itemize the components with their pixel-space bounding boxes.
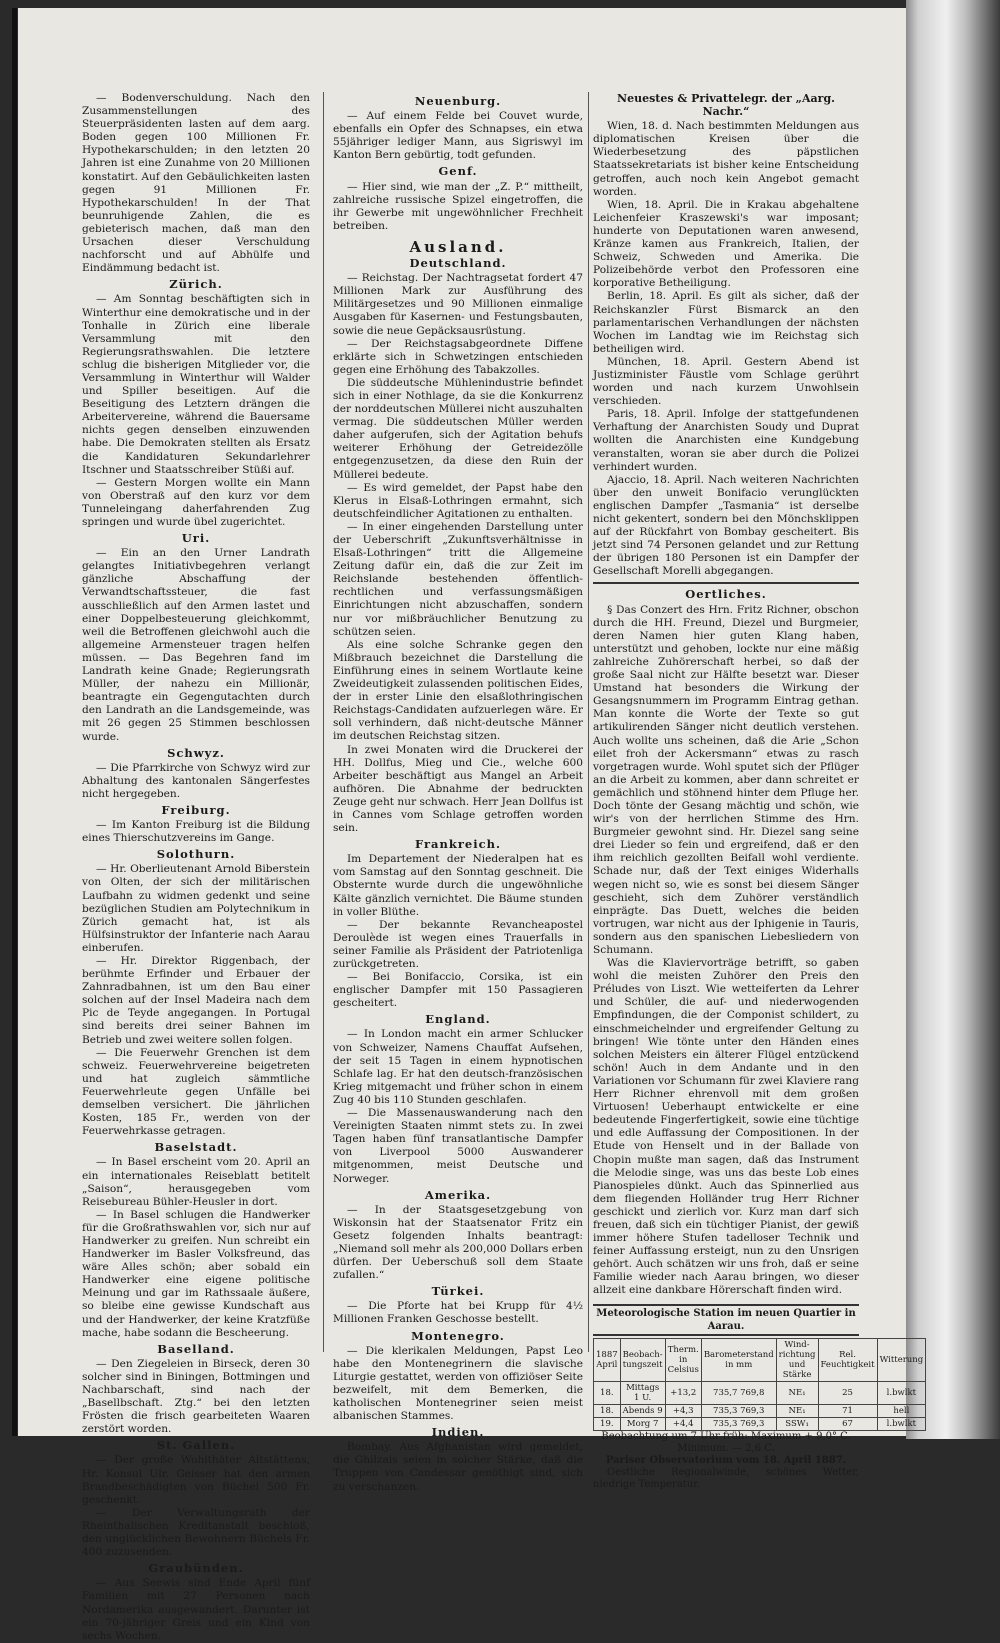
meteo-cell: Morg 7: [620, 1417, 665, 1430]
meteo-cell: 735,7 769,8: [701, 1381, 776, 1404]
meteo-header-row: [594, 1338, 926, 1381]
meteo-cell: 71: [818, 1404, 877, 1417]
article-paragraph: § Das Conzert des Hrn. Fritz Richner, obschon durch die HH. Freund, Diezel und Burgmeier, deren Namen hier guten Klang haben, unterstützt und gehoben, lockte nur eine mäßig zahlreiche Zuhörerschaft herbei, so daß der große Saal nicht zur Hälfte besetzt war. Dieser Umstand hat besonders die Wirkung der Gesangsnummern im Programm Eintrag gethan. Man konnte die Worte der Texte so gut artikulirenden Sänger nicht deutlich verstehen. Auch wollte uns scheinen, daß die Arie „Schon eilet froh der Ackersmann“ etwas zu rasch vorgetragen wurde. Wohl sputet sich der Pflüger an die Arbeit zu kommen, aber dann schreitet er gemächlich und stöhnend hinter dem Pfluge her. Doch tönte der Gesang mächtig und schön, wie wir's von der herrlichen Stimme des Hrn. Burgmeier gewohnt sind. Hr. Diezel sang seine drei Lieder so fein und ergreifend, daß er den ihm reichlich gezollten Beifall wohl verdiente. Schade nur, daß der Text einiges Widerhalls wegen nicht so, wie es sonst bei diesem Sänger geschieht, sich dem Zuhörer verständlich einprägte. Das Duett, welches die beiden vortrugen, war nicht aus der Iphigenie in Tauris, sondern aus den spanischen Liebesliedern von Schumann.: [593, 603, 859, 956]
column-right: [593, 92, 924, 1491]
meteo-header-cell: 1887 April: [594, 1338, 621, 1381]
article-paragraph: — Es wird gemeldet, der Papst habe den Klerus in Elsaß-Lothringen ermahnt, sich deutschfeindlicher Agitationen zu enthalten.: [333, 481, 583, 520]
meteo-cell: Abends 9: [620, 1404, 665, 1417]
section-heading: Genf.: [438, 164, 478, 179]
section-heading: Deutschland.: [409, 256, 507, 271]
article-paragraph: — In Basel schlugen die Handwerker für die Großrathswahlen vor, sich nur auf Handwerker zu greifen. Nun schreibt ein Handwerker im Basler Volksfreund, das wäre Alles schön; aber sobald ein Handwerker eine eigene politische Meinung und gar im Rathssaale äußere, so bleibe eine gewisse Kundschaft aus und der Handwerker, der keine Kratzfüße mache, habe sodann die Bescheerung.: [82, 1208, 310, 1339]
meteo-note-max: Beobachtung um 7 Uhr früh: Maximum + 9,0° C.: [601, 1430, 851, 1442]
meteo-cell: 67: [818, 1417, 877, 1430]
article-paragraph: — Am Sonntag beschäftigten sich in Winterthur eine demokratische und in der Tonhalle in Zürich eine liberale Versammlung mit den Regierungsrathswahlen. Die letztere schlug die bisherigen Mitglieder vor, die Versammlung in Winterthur will Walder und Spiller beseitigen. Auf die Beseitigung des Letztern drängen die Arbeitervereine, während die Bauersame nichts gegen denselben einzuwenden habe. Die Demokraten stellten als Ersatz die Kandidaturen Sekundarlehrer Itschner und Staatsschreiber Stüßi auf.: [82, 293, 310, 476]
section-heading: Türkei.: [431, 1284, 485, 1299]
article-paragraph: Ajaccio, 18. April. Nach weiteren Nachrichten über den unweit Bonifacio verunglückten englischen Dampfer „Tasmania“ ist derselbe nicht gekentert, sondern bei den Mönchsklippen auf der Rückfahrt von Bombay gescheitert. Bis jetzt sind 74 Personen gelandet und zur Rettung der übrigen 180 Personen ist ein Dampfer der Gesellschaft Morelli abgegangen.: [593, 473, 859, 578]
meteo-cell: +13,2: [665, 1381, 701, 1404]
article-paragraph: — Auf einem Felde bei Couvet wurde, ebenfalls ein Opfer des Schnapses, ein etwa 55jähriger lediger Mann, aus Sigriswyl im Kanton Bern gebürtig, todt gefunden.: [333, 110, 583, 162]
page-edge-rule: [12, 8, 17, 1436]
article-paragraph: — In einer eingehenden Darstellung unter der Ueberschrift „Zukunftsverhältnisse in Elsaß-Lothringen“ tritt die Allgemeine Zeitung dafür ein, daß die zur Zeit im Reichslande bestehenden öffentlich-rechtlichen und verfassungsmäßigen Einrichtungen nicht abzuschaffen, sondern nur vor mißbräuchlicher Benutzung zu schützen seien.: [333, 520, 583, 638]
meteo-cell: 735,3 769,3: [701, 1404, 776, 1417]
article-paragraph: — Im Kanton Freiburg ist die Bildung eines Thierschutzvereins im Gange.: [82, 819, 310, 845]
section-heading: Uri.: [181, 531, 211, 546]
page-fold-shadow: [906, 0, 1000, 1439]
article-paragraph: Als eine solche Schranke gegen den Mißbrauch bezeichnet die Darstellung die Einführung eines in seinem Wortlaute keine Zweideutigkeit zulassenden politischen Eides, der in erster Linie den elsaßlothringischen Reichstags-Candidaten aufzuerlegen wäre. Er soll verhindern, daß nicht-deutsche Männer im deutschen Reichstag sitzen.: [333, 638, 583, 743]
article-paragraph: — Ein an den Urner Landrath gelangtes Initiativbegehren verlangt gänzliche Abschaffung der Verwandtschaftssteuer, die fast ausschließlich auf den Armen lastet und einer Doppelbesteuerung gleichkommt, weil die Betroffenen gleichwohl auch die allgemeine Armensteuer tragen helfen müssen. — Das Begehren fand im Landrath keine Gnade; Regierungsrath Müller, der nahezu ein Millionär, beantragte ein Gegengutachten durch den Landrath an die Landsgemeinde, was mit 26 gegen 25 Stimmen beschlossen wurde.: [82, 547, 310, 743]
observatory-title: Pariser Observatorium vom 18. April 1887.: [605, 1454, 847, 1466]
article-paragraph: — Reichstag. Der Nachtragsetat fordert 47 Millionen Mark zur Ausführung des Militärgesetzes und 90 Millionen einmalige Ausgaben für Kasernen- und Festungsbauten, sowie die neue Gepäcksausrüstung.: [333, 272, 583, 337]
article-paragraph: — Die Feuerwehr Grenchen ist dem schweiz. Feuerwehrvereine beigetreten und hat zugleich sämmtliche Feuerwehrleute gegen Unfälle bei demselben versichert. Die jährlichen Kosten, 185 Fr., werden von der Feuerwehrkasse getragen.: [82, 1046, 310, 1138]
article-paragraph: Berlin, 18. April. Es gilt als sicher, daß der Reichskanzler Fürst Bismarck an den parlamentarischen Verhandlungen der nächsten Wochen im Landtag wie im Reichstag sich betheiligen wird.: [593, 290, 859, 355]
section-heading: Zürich.: [169, 277, 223, 292]
column-divider-2: [588, 92, 589, 1352]
article-paragraph: — Der große Wohlthäter Altstättens, Hr. Konsul Ulr. Geisser hat den armen Brandbeschädigten von Büchel 500 Fr. geschenkt.: [82, 1454, 310, 1506]
article-paragraph: — Der Verwaltungsrath der Rheinthalischen Kreditanstalt beschloß, den unglücklichen Bewohnern Büchels Fr. 400 zuzusenden.: [82, 1506, 310, 1559]
article-paragraph: — Die klerikalen Meldungen, Papst Leo habe den Montenegrinern die slavische Liturgie gestattet, werden von offiziöser Seite bezweifelt, mit dem Bemerken, die katholischen Montenegriner seien meist albanischen Stammes.: [333, 1344, 583, 1423]
meteo-header-cell: Rel. Feuchtigkeit: [818, 1338, 877, 1381]
column-divider-1: [323, 92, 324, 1352]
article-paragraph: Paris, 18. April. Infolge der stattgefundenen Verhaftung der Anarchisten Soudy und Duprat wollten die Anarchisten eine Kundgebung veranstalten, woran sie aber durch die Polizei verhindert wurden.: [593, 408, 859, 473]
meteo-cell: 18.: [594, 1404, 621, 1417]
article-paragraph: — In Basel erscheint vom 20. April an ein internationales Reiseblatt betitelt „Saison“, herausgegeben vom Reisebureau Bühler-Heusler in dort.: [82, 1156, 310, 1208]
meteo-table: [593, 1338, 926, 1431]
article-paragraph: — Der Reichstagsabgeordnete Diffene erklärte sich in Schwetzingen entschieden gegen eine Erhöhung des Tabakzolles.: [333, 337, 583, 376]
section-heading: Amerika.: [424, 1187, 492, 1202]
meteo-title: Meteorologische Station im neuen Quartier in Aarau.: [593, 1304, 859, 1336]
section-heading: Frankreich.: [415, 837, 501, 852]
meteo-cell: SSW₁: [776, 1417, 818, 1430]
article-paragraph: — In der Staatsgesetzgebung von Wiskonsin hat der Staatsenator Fritz ein Gesetz folgenden Inhalts beantragt: „Niemand soll mehr als 200,000 Dollars erben dürfen. Der Ueberschuß soll dem Staate zufallen.“: [333, 1203, 583, 1282]
article-paragraph: Im Departement der Niederalpen hat es vom Samstag auf den Sonntag geschneit. Die Obsternte wurde durch die ungewöhnliche Kälte gänzlich vernichtet. Die Bäume stunden in voller Blüthe.: [333, 853, 583, 918]
meteo-body: [594, 1381, 926, 1430]
meteo-row: [594, 1404, 926, 1417]
meteo-cell: l.bwlkt: [877, 1381, 926, 1404]
section-heading: Neuenburg.: [414, 94, 502, 108]
section-heading: Neuestes & Privattelegr. der „Aarg. Nachr.“: [617, 92, 835, 119]
section-heading: Baselstadt.: [154, 1140, 238, 1155]
article-paragraph: — Der bekannte Revanchеapostel Deroulède ist wegen eines Trauerfalls in seiner Familie als Präsident der Patriotenliga zurückgetreten.: [333, 918, 583, 970]
article-paragraph: — Hr. Direktor Riggenbach, der berühmte Erfinder und Erbauer der Zahnradbahnen, ist um den Bau einer solchen auf der Insel Madeira nach dem Pic de Teyde angegangen. In Portugal sind bereits drei seiner Bahnen im Betrieb und zwei weitere sollen folgen.: [82, 955, 310, 1046]
meteo-row: [594, 1381, 926, 1404]
meteo-cell: 25: [818, 1381, 877, 1404]
meteo-cell: 735,3 769,3: [701, 1417, 776, 1430]
meteo-header-cell: Wind-richtung und Stärke: [776, 1338, 818, 1381]
meteo-note-min: Minimum. — 2,6 C.: [677, 1442, 775, 1454]
meteo-cell: Mittags 1 U.: [620, 1381, 665, 1404]
column-left: [82, 92, 310, 1643]
meteo-cell: hell: [877, 1404, 926, 1417]
article-paragraph: — Die Pforte hat bei Krupp für 4½ Millionen Franken Geschosse bestellt.: [333, 1300, 583, 1326]
section-rule: [593, 582, 859, 584]
section-heading: Solothurn.: [156, 847, 236, 862]
section-heading: Graubünden.: [148, 1561, 244, 1576]
article-paragraph: Wien, 18. d. Nach bestimmten Meldungen aus diplomatischen Kreisen über die Wiederbesetzung des päpstlichen Staatssekretariats ist bisher keine Entscheidung getroffen, auch noch kein Angebot gemacht worden.: [593, 120, 859, 198]
meteo-cell: +4,3: [665, 1404, 701, 1417]
article-paragraph: — Die Pfarrkirche von Schwyz wird zur Abhaltung des kantonalen Sängerfestes nicht hergegeben.: [82, 761, 310, 800]
meteo-cell: +4,4: [665, 1417, 701, 1430]
meteo-cell: NE₁: [776, 1404, 818, 1417]
article-paragraph: — Aus Seewis sind Ende April fünf Familien mit 27 Personen nach Nordamerika ausgewandert. Darunter ist ein 70-jähriger Greis und ein Kind von sechs Wochen.: [82, 1577, 310, 1642]
meteo-header-cell: Beobach-tungszeit: [620, 1338, 665, 1381]
meteo-cell: 19.: [594, 1417, 621, 1430]
section-heading: Ausland.: [409, 237, 507, 256]
article-paragraph: Die süddeutsche Mühlenindustrie befindet sich in einer Nothlage, da sie die Konkurrenz der norddeutschen Müllerei nicht auszuhalten vermag. Die süddeutschen Müller werden daher aufgerufen, sich der Agitation behufs weiterer Erhöhung der Getreidezölle entgegenzusetzen, da diese den Ruin der Müllerei bedeute.: [333, 376, 583, 481]
article-paragraph: — Gestern Morgen wollte ein Mann von Oberstraß auf den kurz vor dem Tunneleingang daherfahrenden Zug springen und wurde übel zugerichtet.: [82, 476, 310, 528]
article-paragraph: — Bei Bonifaccio, Corsika, ist ein englischer Dampfer mit 150 Passagieren gescheitert.: [333, 971, 583, 1010]
section-heading: Freiburg.: [161, 802, 231, 817]
section-heading: England.: [425, 1012, 491, 1027]
article-paragraph: Wien, 18. April. Die in Krakau abgehaltene Leichenfeier Kraszewski's war imposant; hunderte von Deputationen waren anwesend, Kränze kamen aus Frankreich, Italien, der Schweiz, Schweden und Amerika. Die Polizeibehörde verbot den Professoren eine korporative Betheiligung.: [593, 198, 859, 290]
meteo-header-cell: Therm. in Celsius: [665, 1338, 701, 1381]
column-right-body: [593, 92, 859, 1298]
section-heading: Oertliches.: [685, 587, 767, 602]
meteo-cell: l.bwlkt: [877, 1417, 926, 1430]
section-heading: Baselland.: [157, 1341, 235, 1356]
section-heading: Indien.: [431, 1425, 485, 1440]
article-paragraph: Bombay. Aus Afghanistan wird gemeldet, die Ghilzais seien in solcher Stärke, daß die Truppen von Candessar genöthigt sind, sich zu verschanzen.: [333, 1441, 583, 1493]
observatory-text: Oestliche Regionalwinde, schönes Wetter, niedrige Temperatur.: [593, 1466, 859, 1490]
meteo-header-cell: Witterung: [877, 1338, 926, 1381]
meteo-cell: 18.: [594, 1381, 621, 1404]
section-heading: St. Gallen.: [156, 1438, 236, 1453]
article-paragraph: — Bodenverschuldung. Nach den Zusammenstellungen des Steuerpräsidenten lasten auf dem aarg. Boden gegen 100 Millionen Fr. Hypothekarschulden; in den letzten 20 Jahren ist eine Zunahme von 20 Millionen konstatirt. Auf den Gebäulichkeiten lasten gegen 91 Millionen Fr. Hypothekarschulden! In der That beunruhigende Zahlen, die es gebieterisch machen, daß man den Ursachen dieser Verschuldung nachforscht und auf Abhülfe und Eindämmung bedacht ist.: [82, 92, 310, 275]
article-paragraph: — In London macht ein armer Schlucker von Schweizer, Namens Chauffat Aufsehen, der seit 15 Tagen in einem hypnotischen Schlafe lag. Er hat den deutsch-französischen Krieg mitgemacht und früher schon in einem Zug 40 bis 110 Stunden geschlafen.: [333, 1028, 583, 1106]
article-paragraph: München, 18. April. Gestern Abend ist Justizminister Fäustle vom Schlage gerührt worden und nach kurzem Unwohlsein verschieden.: [593, 355, 859, 408]
section-heading: Montenegro.: [411, 1328, 505, 1343]
meteo-header-cell: Barometerstand in mm: [701, 1338, 776, 1381]
article-paragraph: In zwei Monaten wird die Druckerei der HH. Dollfus, Mieg und Cie., welche 600 Arbeiter beschäftigt aus Mangel an Arbeit aufhören. Die Abnahme der bedruckten Zeuge geht nur schwach. Herr Jean Dollfus ist in Cannes vom Schlage getroffen worden sein.: [333, 743, 583, 835]
article-paragraph: — Den Ziegeleien in Birseck, deren 30 solcher sind in Biningen, Bottmingen und Nachbarschaft, sind nach der „Basellbschaft. Ztg.“ bei den letzten Frösten die frisch gearbeiteten Waaren zerstört worden.: [82, 1357, 310, 1436]
article-paragraph: — Die Massenauswanderung nach den Vereinigten Staaten nimmt stets zu. In zwei Tagen haben fünf transatlantische Dampfer von Liverpool 5000 Auswanderer mitgenommen, meist Deutsche und Norweger.: [333, 1107, 583, 1185]
meteo-row: [594, 1417, 926, 1430]
article-paragraph: — Hier sind, wie man der „Z. P.“ mittheilt, zahlreiche russische Spizel eingetroffen, die ihr Gewerbe mit ungewöhnlicher Frechheit betreiben.: [333, 180, 583, 232]
article-paragraph: Was die Klaviervorträge betrifft, so gaben wohl die meisten Zuhörer den Preis den Préludes von Liszt. Wie wetteiferten da Lehrer und Schüler, die auf- und niederwogenden Empfindungen, die der Componist schildert, zu einschmeichelnder und ergreifender Geltung zu bringen! Wie tönte unter den Händen eines solchen Meisters ein älterer Flügel entzückend schön! Auch in dem Andante und in den Variationen vor Schumann für zwei Klaviere rang Herr Richner ehrenvoll mit dem großen Virtuosen! Ueberhaupt entwickelte er eine bedeutende Fingerfertigkeit, sowie eine tüchtige und edle Auffassung der Compositionen. In der Etude von Henselt und in der Ballade von Chopin mußte man sagen, daß das Instrument die Melodie singe, was uns das beste Lob eines Pianospieles dünkt. Auch das Spinnerlied aus dem fliegenden Holländer trug Herr Richner geschickt und zierlich vor. Kurz man darf sich freuen, daß sich ein tüchtiger Pianist, der gewiß immer höhere Stufen tadelloser Technik und feiner Auffassung ersteigt, nun zu den Unsrigen gehört. Auch schätzen wir uns froh, daß er seine Familie wieder nach Aarau bringen, wo dieser allzeit eine dankbare Hörerschaft finden wird.: [593, 957, 859, 1297]
column-middle: [333, 92, 583, 1494]
section-heading: Schwyz.: [167, 745, 225, 760]
article-paragraph: — Hr. Oberlieutenant Arnold Biberstein von Olten, der sich der militärischen Laufbahn zu widmen gedenkt und seine bezüglichen Studien am Polytechnikum in Zürich gemacht hat, ist als Hülfsinstruktor der Infanterie nach Aarau einberufen.: [82, 863, 310, 954]
meteo-cell: NE₁: [776, 1381, 818, 1404]
